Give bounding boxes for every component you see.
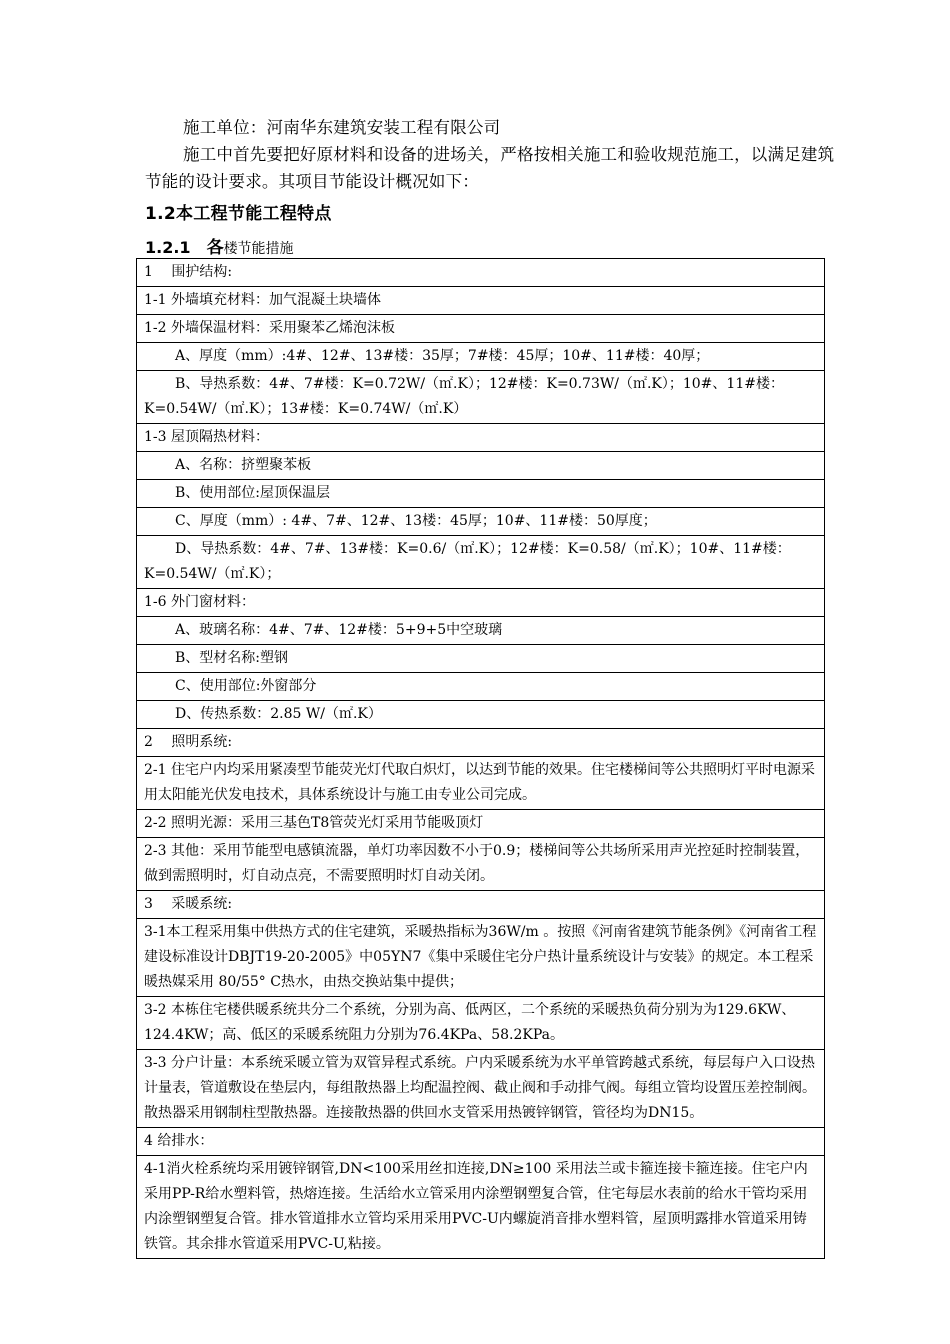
row-item: 1-3 屋顶隔热材料： — [137, 424, 825, 452]
table-row — [137, 343, 825, 371]
row-item: 4-1消火栓系统均采用镀锌钢管,DN<100采用丝扣连接,DN≥100 采用法兰或卡箍连接卡箍连接。住宅户内采用PP-R给水塑料管，热熔连接。生活给水立管采用内涂塑钢塑复合管，住宅每层水表前的给水干管均采用内涂塑钢塑复合管。排水管道排水立管均采用采用PVC-U内螺旋消音排水塑料管，屋顶明露排水管道采用铸铁管。其余排水管道采用PVC-U,粘接。 — [137, 1156, 825, 1259]
table-row — [137, 673, 825, 701]
row-item: 2-1 住宅户内均采用紧凑型节能荧光灯代取白炽灯，以达到节能的效果。住宅楼梯间等公共照明灯平时电源采用太阳能光伏发电技术，具体系统设计与施工由专业公司完成。 — [137, 757, 825, 810]
table-row — [137, 424, 825, 452]
table-row — [137, 1050, 825, 1128]
row-item: 3-2 本栋住宅楼供暖系统共分二个系统，分别为高、低两区，二个系统的采暖热负荷分别为为129.6KW、124.4KW；高、低区的采暖系统阻力分别为76.4KPa、58.2KPa。 — [137, 997, 825, 1050]
row-subitem: B、型材名称:塑钢 — [137, 645, 825, 673]
row-subitem: C、厚度（mm）: 4#、7#、12#、13楼：45厚；10#、11#楼：50厚度； — [137, 508, 825, 536]
table-row — [137, 508, 825, 536]
row-item: 1-1 外墙填充材料：加气混凝土块墙体 — [137, 287, 825, 315]
table-row — [137, 997, 825, 1050]
table-row — [137, 757, 825, 810]
table-row — [137, 259, 825, 287]
table-row — [137, 315, 825, 343]
row-subitem: B、使用部位:屋顶保温层 — [137, 480, 825, 508]
table-row — [137, 919, 825, 997]
energy-measures-table — [136, 258, 825, 1259]
intro-block — [145, 114, 835, 195]
table-row — [137, 729, 825, 757]
row-heading: 2 照明系统: — [137, 729, 825, 757]
row-subitem: C、使用部位:外窗部分 — [137, 673, 825, 701]
table-row — [137, 1156, 825, 1259]
table-row — [137, 838, 825, 891]
intro-paragraph: 施工中首先要把好原材料和设备的进场关，严格按相关施工和验收规范施工，以满足建筑节能的设计要求。其项目节能设计概况如下： — [145, 145, 835, 191]
table-row — [137, 452, 825, 480]
row-subitem: D、传热系数：2.85 W/（㎡.K） — [137, 701, 825, 729]
row-item: 3-3 分户计量：本系统采暖立管为双管异程式系统。户内采暖系统为水平单管跨越式系统，每层每户入口设热计量表，管道敷设在垫层内，每组散热器上均配温控阀、截止阀和手动排气阀。每组立管均设置压差控制阀。散热器采用钢制柱型散热器。连接散热器的供回水支管采用热镀锌钢管，管径均为DN15。 — [137, 1050, 825, 1128]
subsection-heading — [145, 233, 294, 258]
table-row — [137, 810, 825, 838]
row-item: 3-1本工程采用集中供热方式的住宅建筑，采暖热指标为36W/m 。按照《河南省建筑节能条例》《河南省工程建设标准设计DBJT19-20-2005》中05YN7《集中采暖住宅分户热计量系统设计与安装》的规定。本工程采暖热媒采用 80/55° C热水，由热交换站集中提供； — [137, 919, 825, 997]
table-row — [137, 589, 825, 617]
subsection-first-char: 各 — [206, 238, 224, 258]
row-subitem: A、玻璃名称：4#、7#、12#楼：5+9+5中空玻璃 — [137, 617, 825, 645]
row-heading: 4 给排水： — [137, 1128, 825, 1156]
row-item: 1-6 外门窗材料： — [137, 589, 825, 617]
table-row — [137, 371, 825, 424]
table-row — [137, 480, 825, 508]
row-subitem: B、导热系数：4#、7#楼：K=0.72W/（㎡.K）；12#楼：K=0.73W/（㎡.K）；10#、11#楼：K=0.54W/（㎡.K）；13#楼：K=0.74W/（㎡.K） — [137, 371, 825, 424]
construction-unit-line: 施工单位：河南华东建筑安装工程有限公司 — [183, 118, 501, 137]
row-heading: 1 围护结构: — [137, 259, 825, 287]
table-row — [137, 1128, 825, 1156]
table-row — [137, 701, 825, 729]
subsection-title: 楼节能措施 — [223, 241, 294, 257]
row-subitem: A、厚度（mm）:4#、12#、13#楼：35厚；7#楼：45厚；10#、11#楼：40厚； — [137, 343, 825, 371]
table-row — [137, 287, 825, 315]
table-row — [137, 617, 825, 645]
table-row — [137, 645, 825, 673]
row-item: 1-2 外墙保温材料：采用聚苯乙烯泡沫板 — [137, 315, 825, 343]
row-heading: 3 采暖系统: — [137, 891, 825, 919]
section-heading: 1.2本工程节能工程特点 — [145, 204, 332, 224]
table-row — [137, 891, 825, 919]
subsection-number: 1.2.1 — [145, 238, 191, 257]
row-item: 2-2 照明光源：采用三基色T8管荧光灯采用节能吸顶灯 — [137, 810, 825, 838]
table-row — [137, 536, 825, 589]
row-item: 2-3 其他：采用节能型电感镇流器，单灯功率因数不小于0.9；楼梯间等公共场所采用声光控延时控制装置，做到需照明时，灯自动点亮，不需要照明时灯自动关闭。 — [137, 838, 825, 891]
row-subitem: A、名称：挤塑聚苯板 — [137, 452, 825, 480]
row-subitem: D、导热系数：4#、7#、13#楼：K=0.6/（㎡.K）；12#楼：K=0.58/（㎡.K）；10#、11#楼：K=0.54W/（㎡.K）； — [137, 536, 825, 589]
